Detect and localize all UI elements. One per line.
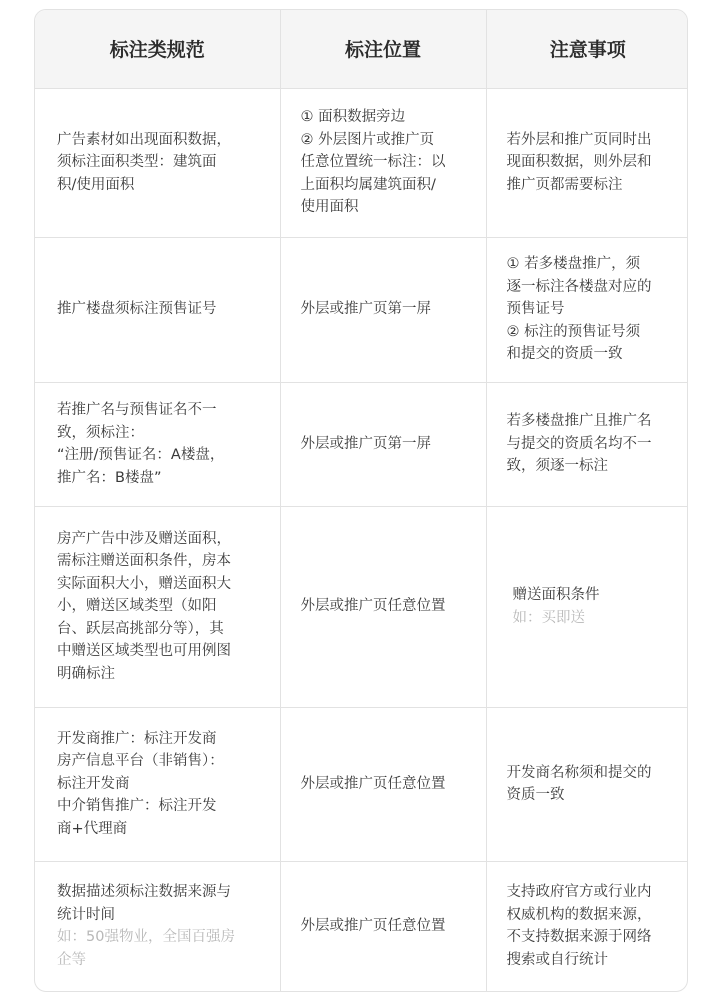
cell-text: 开发商推广：标注开发商	[57, 730, 217, 747]
cell-text: 资质一致	[506, 787, 565, 803]
cell-note	[486, 237, 688, 382]
table-row	[35, 382, 688, 506]
table-header-row	[35, 10, 688, 88]
cell-spec	[35, 861, 280, 991]
cell-text: 与提交的资质名均不一	[506, 435, 652, 452]
cell-text: 小，赠送区域类型（如阳	[57, 598, 217, 615]
cell-text: 广告素材如出现面积数据，	[57, 131, 231, 148]
example-text: 企等	[57, 951, 86, 968]
cell-text: ② 外层图片或推广页	[300, 131, 435, 148]
cell-spec	[35, 707, 280, 861]
cell-text: 现面积数据，则外层和	[506, 154, 652, 171]
cell-text: 致，须标注：	[57, 424, 144, 441]
cell-text: 预售证号	[506, 301, 565, 318]
cell-text: 使用面积	[300, 199, 359, 216]
cell-spec	[35, 237, 280, 382]
cell-text: 明确标注	[57, 665, 115, 682]
cell-text: 不支持数据来源于网络	[506, 929, 652, 946]
table-row	[35, 707, 688, 861]
cell-text: 逐一标注各楼盘对应的	[506, 278, 652, 295]
cell-text: 外层或推广页任意位置	[300, 918, 446, 934]
cell-spec	[35, 506, 280, 707]
cell-position	[280, 861, 486, 991]
header-spec: 标注类规范	[35, 10, 280, 88]
cell-position	[280, 237, 486, 382]
cell-text: 须标注面积类型：建筑面	[57, 154, 217, 171]
cell-spec	[35, 382, 280, 506]
cell-text: 推广楼盘须标注预售证号	[57, 301, 217, 318]
table-row	[35, 237, 688, 382]
cell-text: 外层或推广页任意位置	[300, 775, 446, 792]
cell-text: 标注开发商	[57, 775, 130, 792]
cell-text: 中介销售推广：标注开发	[57, 798, 217, 815]
cell-text: 中赠送区域类型也可用例图	[57, 643, 231, 660]
cell-text: 统计时间	[57, 906, 115, 923]
cell-note	[486, 382, 688, 506]
cell-text: 致，须逐一标注	[506, 458, 608, 475]
cell-note	[486, 88, 688, 237]
cell-text: 房产信息平台（非销售）：	[57, 753, 224, 770]
cell-text: 房产广告中涉及赠送面积，	[57, 530, 231, 547]
header-notes: 注意事项	[486, 10, 688, 88]
cell-spec	[35, 88, 280, 237]
cell-text: 台、跃层高挑部分等），其	[57, 620, 224, 637]
cell-text: 数据描述须标注数据来源与	[57, 884, 231, 901]
cell-position	[280, 88, 486, 237]
header-position: 标注位置	[280, 10, 486, 88]
cell-text: 任意位置统一标注：以	[300, 154, 446, 171]
cell-text: 赠送面积条件	[512, 587, 600, 603]
cell-note	[486, 707, 688, 861]
cell-text: 支持政府官方或行业内	[506, 884, 652, 901]
example-text: 如：买即送	[512, 609, 585, 626]
annotation-rules-table	[34, 9, 688, 992]
cell-text: 外层或推广页任意位置	[300, 598, 446, 615]
cell-text: 积/使用面积	[57, 176, 135, 193]
cell-text: 若外层和推广页同时出	[506, 131, 652, 148]
table-row	[35, 506, 688, 707]
cell-text: 开发商名称须和提交的	[506, 764, 652, 781]
cell-text: ① 面积数据旁边	[300, 109, 406, 126]
cell-position	[280, 506, 486, 707]
cell-text: 实际面积大小，赠送面积大	[57, 575, 231, 592]
rules-table-grid	[35, 10, 688, 991]
cell-text: ① 若多楼盘推广，须	[506, 256, 641, 273]
cell-text: 若推广名与预售证名不一	[57, 402, 217, 418]
table-row	[35, 88, 688, 237]
cell-text: 和提交的资质一致	[506, 346, 623, 363]
cell-text: 上面积均属建筑面积/	[300, 176, 436, 193]
cell-text: 外层或推广页第一屏	[300, 435, 431, 452]
table-row	[35, 861, 688, 991]
cell-text: 外层或推广页第一屏	[300, 301, 431, 318]
cell-note	[486, 506, 688, 707]
example-text: 如：50强物业，全国百强房	[57, 929, 235, 946]
cell-note	[486, 861, 688, 991]
cell-text: 商+代理商	[57, 820, 128, 837]
cell-text: “注册/预售证名：A楼盘，	[57, 447, 225, 463]
cell-text: 权威机构的数据来源，	[506, 906, 652, 923]
cell-text: ② 标注的预售证号须	[506, 323, 641, 340]
cell-text: 需标注赠送面积条件，房本	[57, 553, 231, 570]
cell-position	[280, 707, 486, 861]
cell-text: 推广名：B楼盘”	[57, 469, 162, 486]
cell-text: 若多楼盘推广且推广名	[506, 413, 652, 430]
cell-text: 推广页都需要标注	[506, 176, 623, 193]
cell-text: 搜索或自行统计	[506, 951, 608, 968]
cell-position	[280, 382, 486, 506]
